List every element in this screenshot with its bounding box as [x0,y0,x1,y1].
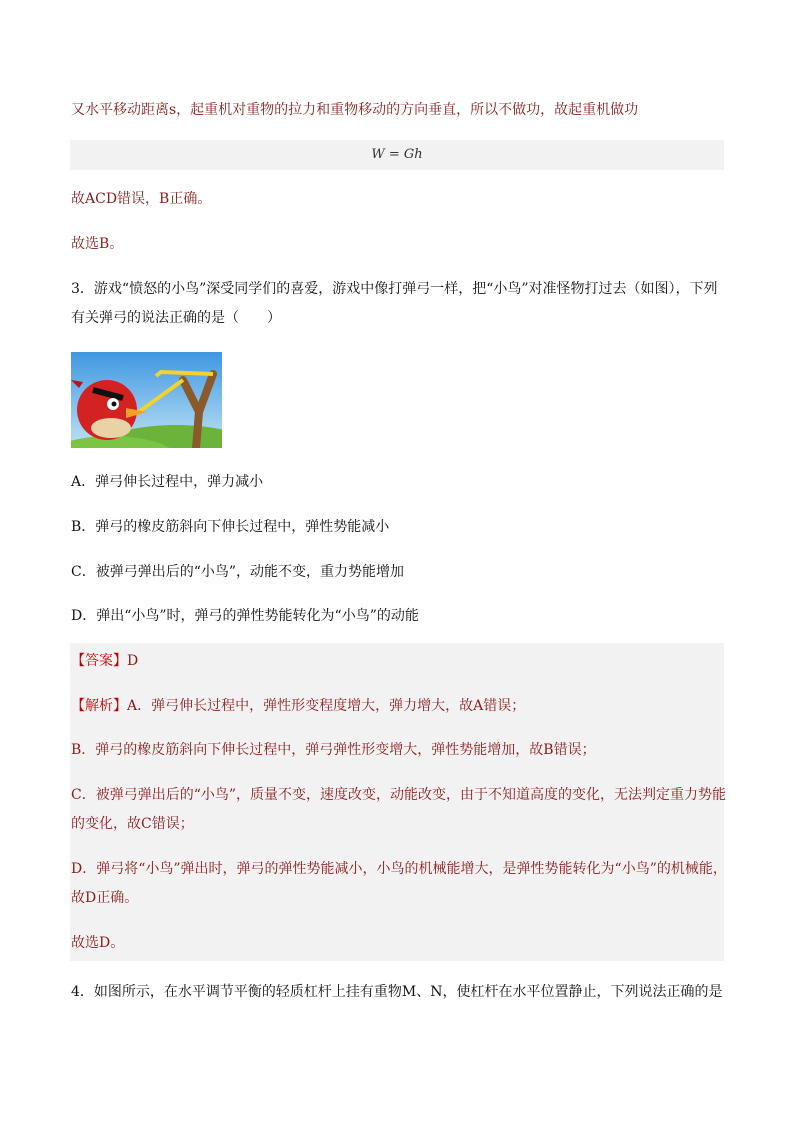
angry-bird-slingshot-image [71,352,222,448]
formula-block: W = Gh [70,140,724,170]
solution-text-line: 故ACD错误，B正确。 [71,191,212,207]
option-c: C．被弹弓弹出后的“小鸟”，动能不变，重力势能增加 [71,564,405,580]
option-d: D．弹出“小鸟”时，弹弓的弹性势能转化为“小鸟”的动能 [71,608,419,624]
solution-text-line: 故选B。 [71,236,124,252]
analysis-d-line1: D．弹弓将“小鸟”弹出时，弹弓的弹性势能减小，小鸟的机械能增大，是弹性势能转化为“小鸟”的机械能， [71,861,727,877]
answer-tag: 【答案】 [71,653,127,669]
question-3-stem-line2: 有关弹弓的说法正确的是（ ） [71,310,281,326]
analysis-d-line2: 故D正确。 [71,890,139,906]
option-b: B．弹弓的橡皮筋斜向下伸长过程中，弹性势能减小 [71,519,390,535]
analysis-tag: 【解析】 [71,698,127,714]
answer-value: D [127,653,139,669]
analysis-b: B．弹弓的橡皮筋斜向下伸长过程中，弹弓弹性形变增大，弹性势能增加，故B错误； [71,742,596,758]
analysis-c-line2: 的变化，故C错误； [71,816,194,832]
question-3-stem-line1: 3．游戏“愤怒的小鸟”深受同学们的喜爱，游戏中像打弹弓一样，把“小鸟”对准怪物打过去（如图），下列 [71,281,718,297]
analysis-conclusion: 故选D。 [71,935,125,951]
analysis-a: A．弹弓伸长过程中，弹性形变程度增大，弹力增大，故A错误； [127,698,526,714]
analysis-line [71,696,723,716]
option-a: A．弹弓伸长过程中，弹力减小 [71,474,264,490]
analysis-c-line1: C．被弹弓弹出后的“小鸟”，质量不变，速度改变，动能改变，由于不知道高度的变化，无法判定重力势能 [71,787,727,803]
solution-text-line: 又水平移动距离s，起重机对重物的拉力和重物移动的方向垂直，所以不做功，故起重机做功 [71,102,639,118]
answer-line [71,651,723,671]
question-4-stem: 4．如图所示，在水平调节平衡的轻质杠杆上挂有重物M、N，使杠杆在水平位置静止，下列说法正确的是 [71,984,723,1000]
